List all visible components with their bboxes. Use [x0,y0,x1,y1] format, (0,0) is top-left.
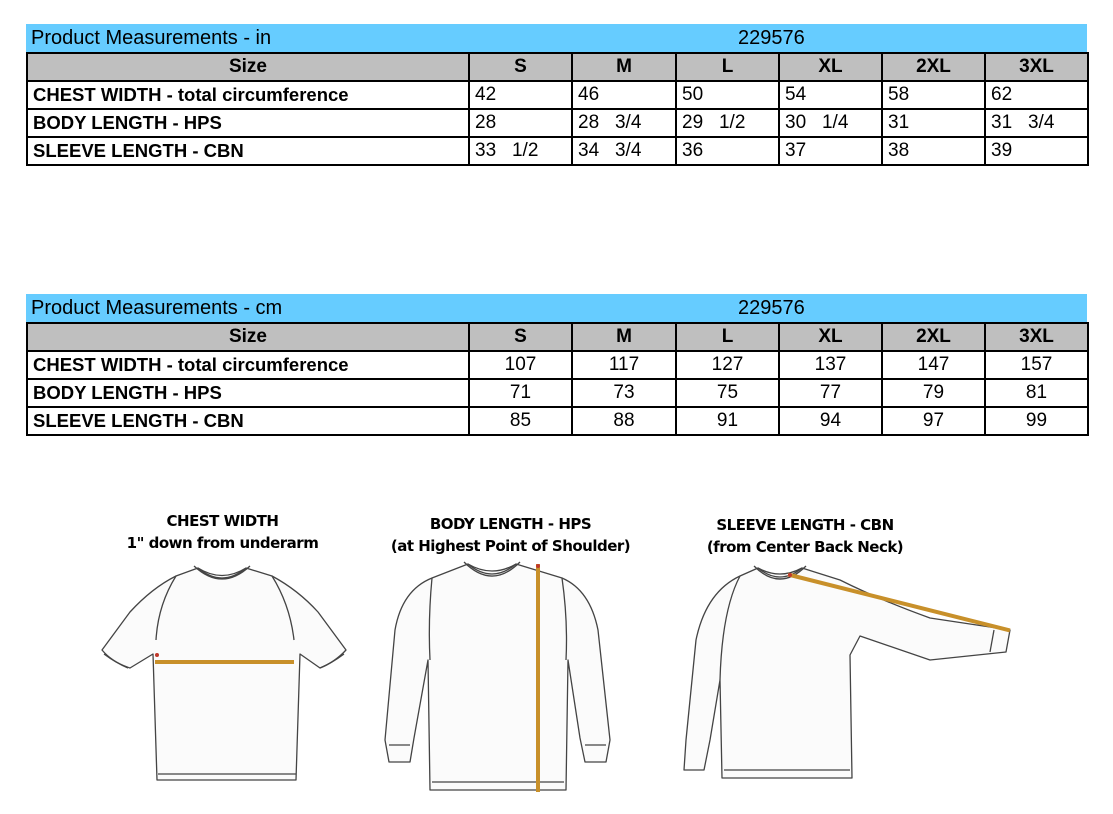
column-header-size: Size [27,53,469,81]
table-cell: 34 3/4 [572,137,676,165]
column-header-size: Size [27,323,469,351]
table-cell: 73 [572,379,676,407]
caption-subtitle: (from Center Back Neck) [706,538,904,556]
table-cell: 107 [469,351,572,379]
table-cell: 79 [882,379,985,407]
table-cell: 85 [469,407,572,435]
caption-title: SLEEVE LENGTH - CBN [716,516,894,534]
column-header-m: M [572,53,676,81]
table-cell: 31 [882,109,985,137]
table-cell: 38 [882,137,985,165]
table-cell: 28 3/4 [572,109,676,137]
table-cell: 81 [985,379,1088,407]
table-cell: 28 [469,109,572,137]
column-header-2xl: 2XL [882,323,985,351]
table-cell: 36 [676,137,779,165]
table-cell: 127 [676,351,779,379]
column-header-s: S [469,53,572,81]
table-cell: 31 3/4 [985,109,1088,137]
row-label-sleeve-length: SLEEVE LENGTH - CBN [27,407,469,435]
caption-subtitle: 1" down from underarm [126,534,319,552]
column-header-2xl: 2XL [882,53,985,81]
measure-point-marker [155,653,159,657]
column-header-xl: XL [779,323,882,351]
row-label-sleeve-length: SLEEVE LENGTH - CBN [27,137,469,165]
table-cell: 157 [985,351,1088,379]
table-cell: 29 1/2 [676,109,779,137]
row-label-body-length: BODY LENGTH - HPS [27,109,469,137]
table-title: Product Measurements - in [31,27,272,49]
table-cell: 147 [882,351,985,379]
table-cell: 33 1/2 [469,137,572,165]
table-cell: 50 [676,81,779,109]
table-cell: 30 1/4 [779,109,882,137]
table-title: Product Measurements - cm [31,297,283,319]
table-cell: 46 [572,81,676,109]
table-cell: 37 [779,137,882,165]
column-header-3xl: 3XL [985,53,1088,81]
table-cell: 77 [779,379,882,407]
measure-point-marker [536,564,540,568]
column-header-l: L [676,323,779,351]
table-cell: 75 [676,379,779,407]
style-number: 229576 [738,297,805,319]
style-number: 229576 [738,27,805,49]
table-cell: 58 [882,81,985,109]
table-cell: 39 [985,137,1088,165]
table-cell: 117 [572,351,676,379]
long-sleeve-tee-front-icon [385,562,610,790]
column-header-3xl: 3XL [985,323,1088,351]
measure-point-marker [788,573,792,577]
table-cell: 91 [676,407,779,435]
caption-title: BODY LENGTH - HPS [429,515,592,533]
short-sleeve-tee-icon [102,566,346,780]
table-cell: 94 [779,407,882,435]
caption-subtitle: (at Highest Point of Shoulder) [390,537,631,555]
table-cell: 99 [985,407,1088,435]
column-header-m: M [572,323,676,351]
caption-title: CHEST WIDTH [166,512,279,530]
column-header-xl: XL [779,53,882,81]
column-header-s: S [469,323,572,351]
table-cell: 62 [985,81,1088,109]
row-label-chest-width: CHEST WIDTH - total circumference [27,81,469,109]
table-cell: 97 [882,407,985,435]
table-cell: 54 [779,81,882,109]
long-sleeve-tee-side-icon [684,566,1010,778]
row-label-chest-width: CHEST WIDTH - total circumference [27,351,469,379]
table-cell: 137 [779,351,882,379]
row-label-body-length: BODY LENGTH - HPS [27,379,469,407]
table-cell: 71 [469,379,572,407]
table-cell: 42 [469,81,572,109]
column-header-l: L [676,53,779,81]
table-cell: 88 [572,407,676,435]
